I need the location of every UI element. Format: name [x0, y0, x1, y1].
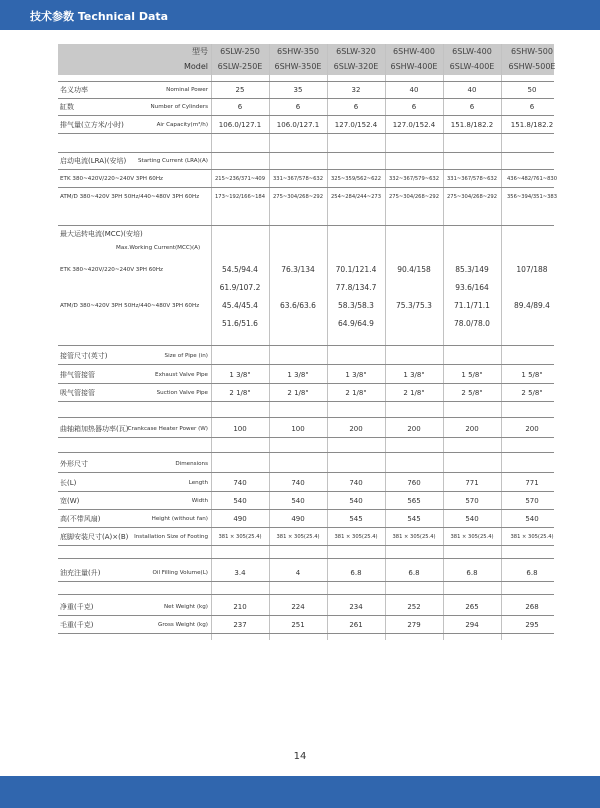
cell-value: 127.0/152.4 [392, 121, 436, 129]
cell-value: 200 [465, 425, 479, 433]
cell-value: 63.6/63.6 [280, 301, 316, 310]
model-name: 6SLW-250E [217, 62, 263, 71]
row-width [58, 493, 554, 510]
row-length [58, 475, 554, 492]
cell-value: 3.4 [234, 569, 246, 577]
model-name: 6SLW-320E [333, 62, 379, 71]
cell-value: 540 [525, 515, 539, 523]
cell-value: 106.0/127.1 [276, 121, 320, 129]
model-name: 6SHW-350E [274, 62, 322, 71]
row-label-zh: 外形尺寸 [60, 460, 88, 468]
row-label-zh: 缸数 [60, 103, 74, 111]
cell-value: 771 [525, 479, 539, 487]
cell-value: 6.8 [350, 569, 362, 577]
cell-value: 25 [235, 86, 245, 94]
cell-value: 570 [465, 497, 479, 505]
cell-value: 210 [233, 603, 247, 611]
cell-value: 2 1/8" [229, 389, 251, 397]
cell-value: 2 1/8" [287, 389, 309, 397]
cell-value: 51.6/51.6 [222, 319, 258, 328]
model-name: 6SHW-500E [508, 62, 556, 71]
cell-value: 200 [407, 425, 421, 433]
row-label-en: Starting Current (LRA)(A) [137, 158, 208, 164]
cell-value: 1 3/8" [287, 371, 309, 379]
cell-value: 331~367/578~632 [272, 176, 324, 182]
row-oil [58, 565, 554, 582]
row-exhaust [58, 367, 554, 384]
cell-value: 6 [237, 103, 243, 111]
cell-value: 151.8/182.2 [510, 121, 554, 129]
cell-value: 100 [291, 425, 305, 433]
cell-value: 252 [407, 603, 421, 611]
cell-value: 100 [233, 425, 247, 433]
row-height [58, 511, 554, 528]
cell-value: 6 [411, 103, 417, 111]
cell-value: 540 [465, 515, 479, 523]
cell-value: 740 [291, 479, 305, 487]
row-label-zh: 启动电流(LRA)(安培) [60, 157, 127, 165]
page-number: 14 [293, 751, 307, 762]
row-mcc_atm [58, 298, 554, 314]
row-label: ATM/D 380~420V 3PH 50Hz/440~480V 3PH 60Hz [60, 194, 200, 200]
row-heater [58, 421, 554, 438]
cell-value: 265 [465, 603, 479, 611]
row-label-zh: 排气管接管 [60, 371, 95, 379]
footer-bar [0, 776, 600, 808]
cell-value: 268 [525, 603, 539, 611]
model-name: 6SHW-500 [511, 47, 553, 56]
cell-value: 381 × 305(25.4) [218, 534, 262, 540]
row-label: ETK 380~420V/220~240V 3PH 60Hz [60, 267, 163, 273]
cell-value: 224 [291, 603, 305, 611]
row-gross_weight [58, 617, 554, 634]
cell-value: 50 [527, 86, 537, 94]
cell-value: 261 [349, 621, 363, 629]
cell-value: 381 × 305(25.4) [510, 534, 554, 540]
cell-value: 2 1/8" [403, 389, 425, 397]
cell-value: 58.3/58.3 [338, 301, 374, 310]
cell-value: 254~284/244~273 [330, 194, 382, 200]
cell-value: 740 [349, 479, 363, 487]
cell-value: 540 [291, 497, 305, 505]
cell-value: 332~367/579~632 [388, 176, 440, 182]
row-label-zh: 排气量(立方米/小时) [60, 121, 124, 129]
cell-value: 570 [525, 497, 539, 505]
model-header [58, 44, 554, 75]
cell-value: 151.8/182.2 [450, 121, 494, 129]
model-name: 6SHW-400E [390, 62, 438, 71]
row-label-zh: 吸气管接管 [60, 389, 95, 397]
model-name: 6SLW-320 [336, 47, 376, 56]
row-suction [58, 385, 554, 402]
cell-value: 77.8/134.7 [335, 283, 377, 292]
row-label-en: Width [191, 498, 208, 504]
cell-value: 89.4/89.4 [514, 301, 550, 310]
cell-value: 565 [407, 497, 421, 505]
row-label-en: Crankcase Heater Power (W) [127, 426, 208, 432]
row-starting_current [58, 153, 554, 170]
row-label-zh: 底脚安装尺寸(A)×(B) [60, 533, 129, 541]
model-name: 6SHW-400 [393, 47, 435, 56]
cell-value: 490 [233, 515, 247, 523]
cell-value: 45.4/45.4 [222, 301, 258, 310]
cell-value: 200 [525, 425, 539, 433]
cell-value: 356~394/351~383 [506, 194, 558, 200]
cell-value: 71.1/71.1 [454, 301, 490, 310]
cell-value: 279 [407, 621, 421, 629]
row-divider [58, 345, 554, 346]
row-mcc [58, 226, 554, 242]
row-label: ATM/D 380~420V 3PH 50Hz/440~480V 3PH 60Hz [60, 303, 200, 309]
row-label-zh: 最大运转电流(MCC)(安培) [60, 230, 143, 238]
cell-value: 2 1/8" [345, 389, 367, 397]
cell-value: 6 [353, 103, 359, 111]
model-label-zh: 型号 [192, 47, 208, 56]
cell-value: 294 [465, 621, 479, 629]
model-name: 6SLW-250 [220, 47, 260, 56]
cell-value: 6.8 [408, 569, 420, 577]
row-label-zh: 油充注量(升) [60, 569, 101, 577]
cell-value: 93.6/164 [455, 283, 489, 292]
cell-value: 40 [409, 86, 419, 94]
cell-value: 295 [525, 621, 539, 629]
row-label-en: Net Weight (kg) [163, 604, 208, 610]
row-air_capacity [58, 117, 554, 134]
row-mcc_etk [58, 280, 554, 296]
cell-value: 64.9/64.9 [338, 319, 374, 328]
row-label-zh: 接管尺寸(英寸) [60, 352, 108, 360]
row-cylinders [58, 99, 554, 116]
row-label-zh: 宽(W) [60, 497, 80, 505]
row-footing [58, 529, 554, 546]
cell-value: 540 [349, 497, 363, 505]
row-label-zh: 名义功率 [60, 86, 88, 94]
cell-value: 436~482/761~830 [506, 176, 558, 182]
row-mcc_atm [58, 316, 554, 332]
page-title: 技术参数 Technical Data [30, 10, 169, 23]
row-divider [58, 452, 554, 453]
row-label-zh: 曲轴箱加热器功率(瓦) [60, 425, 129, 433]
cell-value: 6.8 [466, 569, 478, 577]
row-label-en: Max.Working Current(MCC)(A) [116, 245, 201, 251]
row-label-en: Installation Size of Footing [134, 534, 208, 540]
row-label-en: Length [188, 480, 208, 486]
row-label-en: Gross Weight (kg) [158, 622, 208, 628]
cell-value: 545 [349, 515, 363, 523]
cell-value: 6 [469, 103, 475, 111]
cell-value: 381 × 305(25.4) [276, 534, 320, 540]
cell-value: 1 3/8" [403, 371, 425, 379]
cell-value: 325~359/562~622 [330, 176, 382, 182]
row-lra_etk [58, 171, 558, 188]
cell-value: 40 [467, 86, 477, 94]
cell-value: 275~304/268~292 [446, 194, 498, 200]
cell-value: 760 [407, 479, 421, 487]
row-dimensions [58, 456, 554, 473]
cell-value: 127.0/152.4 [334, 121, 378, 129]
cell-value: 76.3/134 [281, 265, 315, 274]
cell-value: 107/188 [516, 265, 548, 274]
cell-value: 1 5/8" [521, 371, 543, 379]
row-label-en: Size of Pipe (in) [164, 353, 208, 359]
row-label-en: Nominal Power [166, 87, 208, 93]
cell-value: 106.0/127.1 [218, 121, 262, 129]
cell-value: 490 [291, 515, 305, 523]
cell-value: 70.1/121.4 [335, 265, 377, 274]
cell-value: 6 [529, 103, 535, 111]
cell-value: 237 [233, 621, 247, 629]
row-net_weight [58, 599, 554, 616]
cell-value: 90.4/158 [397, 265, 431, 274]
cell-value: 85.3/149 [455, 265, 489, 274]
cell-value: 740 [233, 479, 247, 487]
cell-value: 173~192/166~184 [214, 194, 266, 200]
cell-value: 32 [351, 86, 361, 94]
row-label-zh: 净重(千克) [60, 603, 94, 611]
cell-value: 771 [465, 479, 479, 487]
cell-value: 381 × 305(25.4) [450, 534, 494, 540]
cell-value: 1 3/8" [229, 371, 251, 379]
model-label-en: Model [183, 62, 208, 71]
cell-value: 2 5/8" [461, 389, 483, 397]
cell-value: 381 × 305(25.4) [392, 534, 436, 540]
row-label: ETK 380~420V/220~240V 3PH 60Hz [60, 176, 163, 182]
cell-value: 1 3/8" [345, 371, 367, 379]
cell-value: 200 [349, 425, 363, 433]
cell-value: 78.0/78.0 [454, 319, 490, 328]
cell-value: 2 5/8" [521, 389, 543, 397]
cell-value: 381 × 305(25.4) [334, 534, 378, 540]
cell-value: 35 [293, 86, 303, 94]
row-label-en: Number of Cylinders [150, 104, 208, 110]
cell-value: 75.3/75.3 [396, 301, 432, 310]
cell-value: 275~304/268~292 [272, 194, 324, 200]
cell-value: 54.5/94.4 [222, 265, 258, 274]
model-name: 6SHW-350 [277, 47, 319, 56]
cell-value: 251 [291, 621, 305, 629]
cell-value: 331~367/578~632 [446, 176, 498, 182]
row-label-en: Suction Valve Pipe [156, 390, 208, 396]
row-label-zh: 长(L) [60, 479, 77, 487]
row-lra_atm [58, 189, 558, 205]
row-divider [58, 594, 554, 595]
row-mcc_etk [58, 262, 554, 278]
cell-value: 545 [407, 515, 421, 523]
cell-value: 215~236/371~409 [214, 176, 266, 182]
row-label-en: Exhaust Valve Pipe [155, 372, 208, 378]
row-label-en: Air Capacity(m³/h) [156, 122, 208, 128]
row-label-zh: 毛重(千克) [60, 621, 94, 629]
row-label-en: Height (without fan) [151, 516, 208, 522]
row-nominal_power [58, 82, 554, 99]
row-label-en: Dimensions [175, 461, 208, 467]
cell-value: 1 5/8" [461, 371, 483, 379]
row-divider [58, 417, 554, 418]
row-pipe_size [58, 348, 554, 365]
cell-value: 540 [233, 497, 247, 505]
model-name: 6SLW-400E [449, 62, 495, 71]
model-name: 6SLW-400 [452, 47, 492, 56]
row-label-zh: 高(不带风扇) [60, 515, 101, 523]
cell-value: 6 [295, 103, 301, 111]
cell-value: 275~304/268~292 [388, 194, 440, 200]
cell-value: 234 [349, 603, 363, 611]
cell-value: 61.9/107.2 [219, 283, 261, 292]
row-label-en: Oil Filling Volume(L) [152, 570, 208, 576]
cell-value: 6.8 [526, 569, 538, 577]
cell-value: 4 [295, 569, 301, 577]
row-divider [58, 558, 554, 559]
